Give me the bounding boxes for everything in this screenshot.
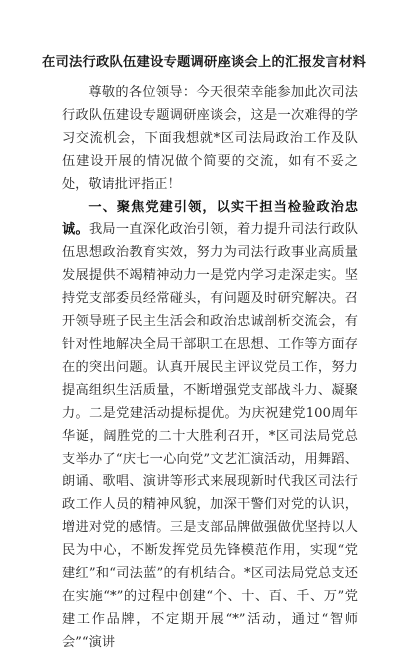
section-body: 我局一直深化政治引领，着力提升司法行政队伍思想政治教育实效，努力为司法行政事业高质量发展提供不竭精神动力一是党内学习走深走实。坚持党支部委员经常碰头，有问题及时研究解决。召开领导班子民主生活会和政治忠诚剖析交流会，有针对性地解决全局干部职工在思想、工作等方面存在的突出问题。认真开展民主评议党员工作，努力提高组织生活质量，不断增强党支部战斗力、凝聚力。二是党建活动提标提优。为庆祝建党100周年华诞，阔胜党的二十大胜利召开，*区司法局党总支举办了“庆七一心向党”文艺汇演活动，用舞蹈、朗诵、歌唱、演讲等形式来展现新时代我区司法行政工作人员的精神风貌，加深干警们对党的认识，增进对党的感情。三是支部品牌做强做优坚持以人民为中心，不断发挥党员先锋模范作用，实现“党建红”和“司法蓝”的有机结合。*区司法局党总支还在实施“*”的过程中创建“个、十、百、千、万”党建工作品牌，不定期开展“*”活动，通过“智师会”“演讲 bbox=[62, 222, 359, 650]
section-heading: 一、聚焦党建引领，以实干担当检验政治忠诚。 bbox=[62, 199, 358, 238]
salutation-paragraph: 尊敬的各位领导：今天很荣幸能参加此次司法行政队伍建设专题调研座谈会，这是一次难得的学习交流机会，下面我想就*区司法局政治工作及队伍建设开展的情况做个简要的交流，如有不妥之处，敬请批评指正！ bbox=[62, 85, 358, 192]
section-paragraph bbox=[62, 197, 358, 655]
document-title: 在司法行政队伍建设专题调研座谈会上的汇报发言材料 bbox=[42, 55, 366, 70]
document-body bbox=[62, 82, 358, 655]
